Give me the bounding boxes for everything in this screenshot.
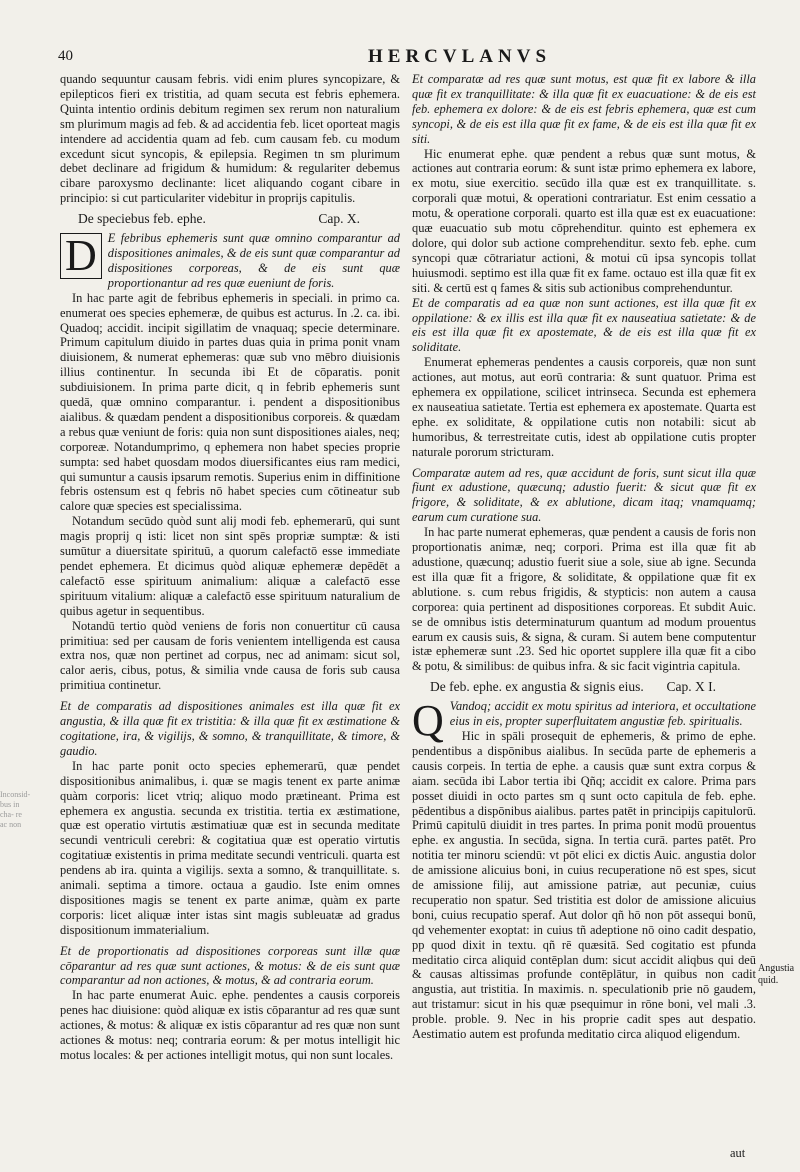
commentary-paragraph: In hac parte numerat ephemeras, quæ pendent a causis de foris non proportionatis animæ, neq; corpori. Prima est illa quæ fit ab adustione, quæcunq; adustio fuerit siue a sole, siue ab igne. Secunda est illa quæ fit a frigore, & soliditate, & oppilatione quæ fit ex ablutione. s. cum rebus frigidis, & stypticis: non autem a causa corporea: quia pertinent ad dispositiones corporeas. Et subdit Auic. se de omnibus istis determinaturum quantum ad modum prouentus earum ex causis suis, & signa, & curam. Si autem bene computentur istæ ephemeræ sunt .23. Sed hic oportet supplere illa quæ fit a cibo & potu, & similibus: de quibus infra. & sic facit vigintria capitula. [412,525,756,674]
drop-cap: D [60,233,102,279]
paragraph: quando sequuntur causam febris. vidi enim plures syncopizare, & epilepticos fieri ex tristitia, ad quam secuta est febris ephemera. Quinta intentio ordinis debitum regimen sex rerum non naturalium sm plurimum magis ad feb. & ad accidentia feb. licet oporteat magis intendere ad accidentia quam ad feb. cum causam feb. cu modum excedunt sicut syncopis, & epilepsia. Regimen tn sm plurimum debet declinare ad frigidum & humidum: & regulariter debemus cibare paroxysmo declinante: licet aliquando cogant cibare in principio: si cut particulariter videbitur in proprijs capitulis. [60,72,400,206]
commentary-paragraph: Enumerat ephemeras pendentes a causis corporeis, quæ non sunt actiones, aut motus, aut eorū contraria: & sunt quatuor. Prima est ephemera ex oppilatione, scilicet intrinseca. Secunda est ephemera ex nauseatiua satietate. Tertia est ephemera ex apostemate. Quarta est ephe. ex soliditate, & oppilatione cutis non notabili: sicut ab humoribus, & terrestreitate cutis, idest ab oppilatione cutis propter naturale pororum stricturam. [412,355,756,459]
lemma-paragraph [60,231,400,291]
commentary-paragraph: In hac parte agit de febribus ephemeris in speciali. in primo ca. enumerat oes species ephemeræ, de quibus est acturus. In .2. ca. ibi. Quadoq; accidit. incipit sigillatim de vnaquaq; specie determinare. Primum capitulum diuido in partes duas quia in prima ponit vnam diuisionem, & numerat ephemeras: quæ sub vno mēbro diuisionis illius continentur. In secunda ibi Et de cōparatis. ponit subdiuisionem. In prima parte dicit, q in febrib ephemeris sunt quedā, quæ omnino comparantur. i. pendent a dispositionibus aialibus. & quædam pendent a dispositionibus corporeis. & quædam a rebus quæ veniunt de foris: quia non sunt dispositiones aiales, neq; corporeæ. Notandumprimo, q ephemera non habet species proprie sumpta: sed habet quosdam modos diuersificantes eius ram medici, qui sumuntur a causis ipsarum remotis. Superius enim in diffinitione febris ostensum est q febris nō habet species cum cōtineatur sub calore quæ species est specialissima. [60,290,401,514]
lemma-paragraph [412,696,756,746]
chapter-xi-heading [412,680,756,695]
commentary-paragraph: Hic enumerat ephe. quæ pendent a rebus quæ sunt motus, & actiones aut contraria eorum: & sunt istæ primo ephemera ex labore, ex motu, siue exercitio. secūdo illa quæ est ex tranquillitate. s. corporali quæ motui, & operationi contrariatur. Est enim cessatio a motu, & operatione corporali. quarto est illa quæ est ex euacuatione: quæ euacuatio sub motu cōprehenditur. quinto est ephemera ex dolore, qui dolor sub actione comprehenditur. sexto feb. ephe. cum syncopi quæ cōtrariatur actioni, & motui cū ipsa syncopis tollat huiusmodi. septimo est illa quæ fit ex fame. octauo est illa quæ fit ex siti. & certū est q fames & sitis sub actionibus comprehenduntur. [412,146,756,295]
commentary-paragraph: Hic in spāli prosequit de ephemeris, & primo de ephe. pendentibus a dispōnibus aialibus. In secūda parte de ephemeris a causis corpeis. In tertia de ephe. a causis quæ sunt extra corpus & aiam. secūda ibi Labor tertia ibi Qñq; accidit ex calore. Prima pars posset diuidi in octo partes sm q sunt octo capitula de feb. ephe. pēdentibus a dispōnibus aialibus. partes patēt in principijs capitulorū. Primū capitulū diuidit in tres partes. In prima ponit modū prouentus ephe. ex angustia. In secūda, signa. In tertia curā. partes patēt. Pro notitia ter minoru sciendū: vt pōt elici ex dictis Auic. angustia dolor de amissione alicuius boni, in cuius recuperatione nō est spes, sicut de amissione filij, aut amissione patriæ, aut pecuniæ, cuius recuperatio non spatur. Sed tristitia est dolor de amissione alicuius boni, cuius recupatio speraf. Aut dolor qñ hō non pōt assequi bonū, qd vehementer exoptat: in cuius tñ adeptione nō oino cadit despatio, pp quod dixit in textu. qñ rē quæsitā. Sed cogitatio est pfunda meditatio circa aliquid contēplan dum: sicut accidit aliqbus qui deū & causas altissimas profunde contēplātur, in quibus non cadit angustia, aut tristitia. In maximis. n. speculationib prie nō gaudem, aut tristamur: sicut in his quæ psequimur in rōne boni, vel mali .3. proble. proble. 9. Nec in his proprie cadit spes aut despatio. Aestimatio autem est profunda meditatio circa aliquod eligendum. [412,728,756,1042]
lemma-paragraph: Et de proportionatis ad dispositiones corporeas sunt illæ quæ cōparantur ad res quæ sunt actiones, & motus: & de eis sunt quæ comparantur ad non actiones, & motus, & ad contraria eorum. [60,943,400,988]
lemma-paragraph: Et comparatæ ad res quæ sunt motus, est quæ fit ex labore & illa quæ fit ex tranquillitate: & illa quæ fit ex euacuatione: & de eis est feb. ephemera ex dolore: & de eis est febris ephemera, quæ est cum syncopi, & de eis est illa quæ fit ex fame, & de eis est illa quæ fit ex siti. [412,72,756,146]
catchword: aut [730,1146,746,1160]
chapter-title: De feb. ephe. ex angustia & signis eius. [430,679,644,695]
margin-note: Angustia quid. [758,963,795,986]
chapter-title: De speciebus feb. ephe. [78,211,206,227]
chapter-number: Cap. X. [318,211,360,227]
commentary-paragraph: In hac parte ponit octo species ephemerarū, quæ pendet dispositionibus animalibus, i. quæ se magis tenent ex parte animæ quàm corporis: licet vtriq; aliquo modo prætineant. Prima est ephemera ex angustia. secunda ex tristitia. tertia ex æstimatione, quæ est operatio virtutis æstimatiuæ quæ est in secunda meditate secundi ventriculi cerebri: & cogitatiua quæ est operatio virtutis cogitatiuæ existentis in prima meditate secundi ventriculi. quarta est pendens ab ira. quinta a vigilijs. sexta a somno, & tranquillitate. s. animali. septima a timore. octaua a gaudio. Iste enim omnes dispositiones magis se tenent ex parte animæ, quàm ex parte corporis: licet aliquæ inter istas sint magis subleuatæ ad gradus dispositionum immaterialium. [60,758,400,937]
bleed-through-note: Inconsid- bus in cha- re ac non [0,790,31,829]
left-column [60,72,400,1063]
right-column [412,72,756,1042]
commentary-paragraph: In hac parte enumerat Auic. ephe. pendentes a causis corporeis penes hac diuisione: quòd aliquæ ex istis cōparantur ad res quæ sunt actiones, & motus: & aliquæ ex istis cōparantur ad res quæ non sunt actiones & motus: neq; contraria eorum: & per motus intelligit hic motus locales: & per actiones intelligit motus, qui non sunt locales. [60,988,400,1062]
running-title: HERCVLANVS [368,46,552,67]
lemma-paragraph: Et de comparatis ad ea quæ non sunt actiones, est illa quæ fit ex oppilatione: & ex illis est illa quæ fit ex nauseatiua satietate: & de eis est illa quæ fit ex apostemate, & de eis est illa quæ fit ex soliditate. [412,295,756,355]
page-header [58,48,768,70]
lemma-text: Vandoq; accidit ex motu spiritus ad interiora, et occultatione eius in eis, propter superfluitatem angustiæ feb. spiritualis. [449,699,756,729]
chapter-x-heading [60,212,400,227]
commentary-paragraph: Notandum secūdo quòd sunt alij modi feb. ephemerarū, qui sunt magis proprij q isti: licet non sint spēs propriæ sumptæ: & isti sumūtur a diuersitate spirituū, a quorum calefactō esse immediate pendet ephemera. Et dicimus quòd aliquæ ephemeræ depēdēt a calefactō esse spirituum animalium: aliquæ a calefactō esse spirituum vitalium: aliquæ a calefactō esse spirituum naturalium de quibus agetur in sequentibus. [60,514,400,618]
lemma-text: E febribus ephemeris sunt quæ omnino comparantur ad dispositiones animales, & de eis sunt quæ comparantur ad dispositiones corporeas, & de eis sunt quæ proportionantur ad res quæ eueniunt de foris. [107,231,400,290]
lemma-paragraph: Comparatæ autem ad res, quæ accidunt de foris, sunt sicut illa quæ fiunt ex adustione, quæcunq; adustio fuerit: & sicut quæ fit ex frigore, & soliditate, & ex ablutione, dicam itaq; vnamquamq; earum cum curatione sua. [412,465,756,525]
lemma-paragraph: Et de comparatis ad dispositiones animales est illa quæ fit ex angustia, & illa quæ fit ex tristitia: & illa quæ fit ex æstimatione & cogitatione, ira, & vigilijs, & somno, & tranquillitate, & timore, & gaudio. [60,699,400,758]
page-number: 40 [58,48,73,64]
commentary-paragraph: Notandū tertio quòd veniens de foris non conuertitur cū causa primitiua: sed per causam de foris venientem intelligenda est causa extra nos, quæ non pertinet ad corpus, nec ad animam: sicut sol, calor aeris, cibus, potus, & similia vnde causa de foris sub causa primitiua continetur. [60,618,400,693]
drop-cap: Q [412,696,444,746]
chapter-number: Cap. X I. [666,679,716,695]
